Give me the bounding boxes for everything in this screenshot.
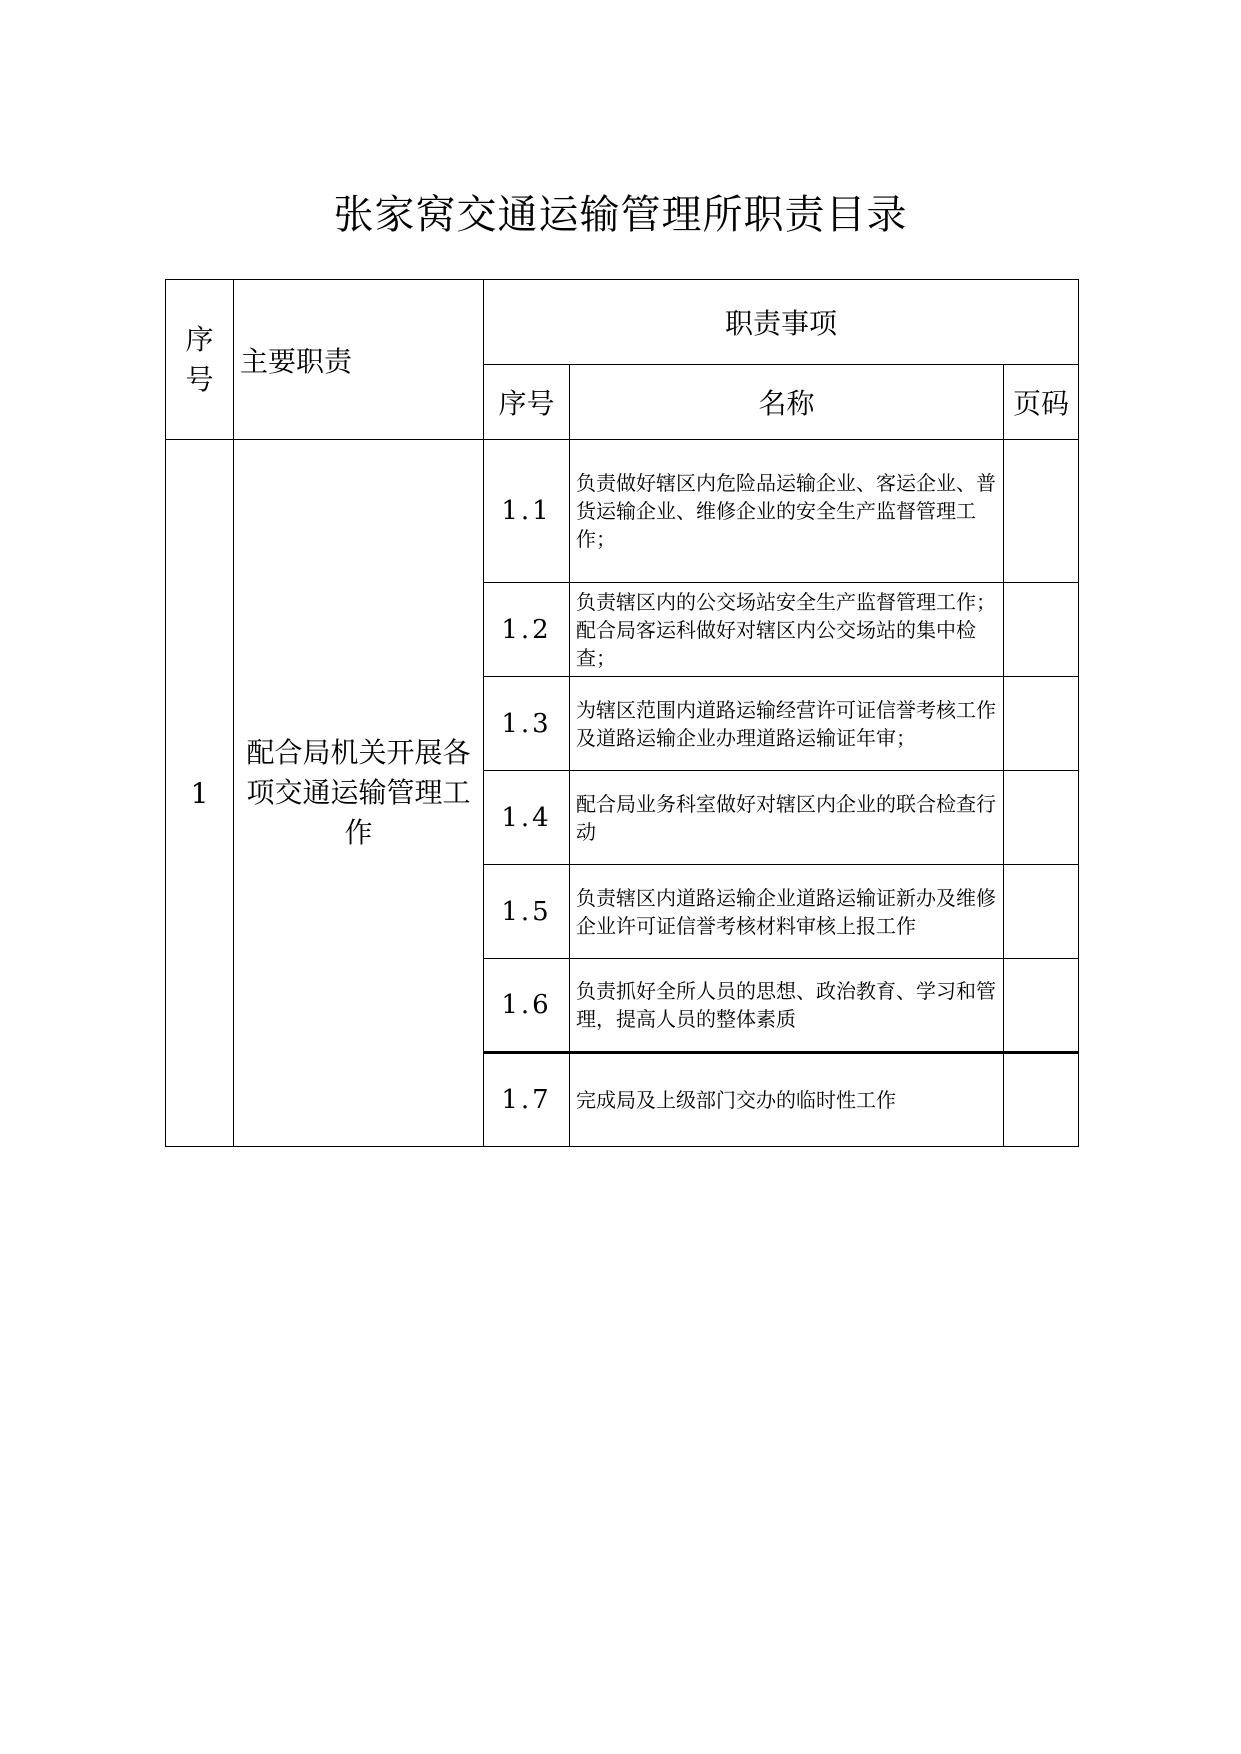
item-page (1004, 583, 1079, 677)
item-name: 完成局及上级部门交办的临时性工作 (570, 1053, 1004, 1147)
document-title: 张家窝交通运输管理所职责目录 (333, 192, 908, 238)
item-seq: 1.6 (484, 959, 570, 1053)
item-seq: 1.5 (484, 865, 570, 959)
duty-name: 配合局机关开展各项交通运输管理工作 (234, 440, 484, 1147)
item-name: 负责辖区内道路运输企业道路运输证新办及维修企业许可证信誉考核材料审核上报工作 (570, 865, 1004, 959)
header-main-duty: 主要职责 (234, 280, 484, 440)
duty-seq: 1 (166, 440, 234, 1147)
header-items-group: 职责事项 (484, 280, 1079, 365)
item-page (1004, 1053, 1079, 1147)
item-name: 负责做好辖区内危险品运输企业、客运企业、普货运输企业、维修企业的安全生产监督管理工作； (570, 440, 1004, 583)
item-page (1004, 440, 1079, 583)
item-page (1004, 771, 1079, 865)
item-page (1004, 959, 1079, 1053)
item-seq: 1.4 (484, 771, 570, 865)
item-seq: 1.7 (484, 1053, 570, 1147)
item-seq: 1.3 (484, 677, 570, 771)
header-seq-label: 序号 (185, 322, 214, 396)
item-name: 负责抓好全所人员的思想、政治教育、学习和管理，提高人员的整体素质 (570, 959, 1004, 1053)
duty-table (165, 279, 1079, 1147)
item-name: 配合局业务科室做好对辖区内企业的联合检查行动 (570, 771, 1004, 865)
item-name: 负责辖区内的公交场站安全生产监督管理工作；配合局客运科做好对辖区内公交场站的集中检查； (570, 583, 1004, 677)
header-item-page: 页码 (1004, 365, 1079, 440)
item-seq: 1.2 (484, 583, 570, 677)
item-page (1004, 677, 1079, 771)
item-seq: 1.1 (484, 440, 570, 583)
item-name: 为辖区范围内道路运输经营许可证信誉考核工作及道路运输企业办理道路运输证年审； (570, 677, 1004, 771)
header-item-seq: 序号 (484, 365, 570, 440)
item-page (1004, 865, 1079, 959)
header-seq (166, 280, 234, 440)
table-row (166, 440, 1079, 583)
header-item-name: 名称 (570, 365, 1004, 440)
